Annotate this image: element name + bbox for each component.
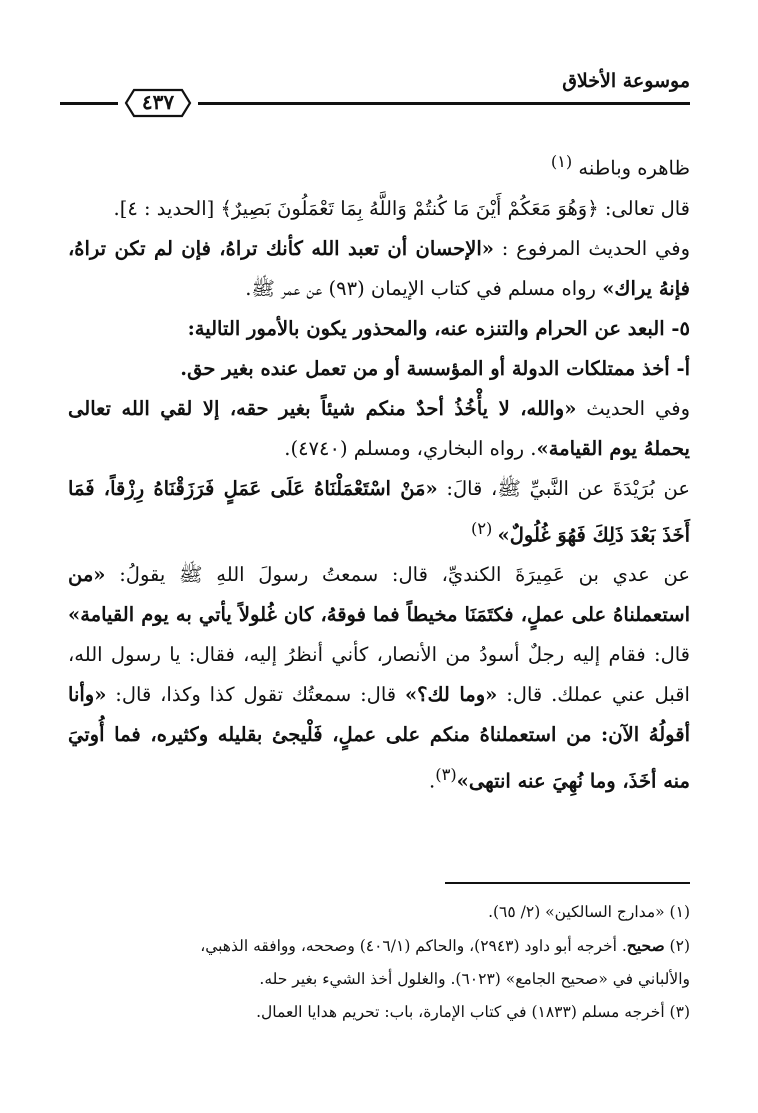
p8-intro: عن عدي بن عَمِيرَةَ الكنديِّ، قال: سمعتُ رسولَ اللهِ ﷺ يقولُ: <box>105 563 690 586</box>
p3-source: رواه مسلم في كتاب الإيمان (٩٣) عن عمر ﷺ. <box>245 276 603 300</box>
heading-point-5: ٥- البعد عن الحرام والتنزه عنه، والمحذور يكون بالأمور التالية: <box>187 316 690 340</box>
p8-narrative-1: قال: فقام إليه رجلٌ أسودُ من الأنصار، كأني أنظرُ إليه، فقال: يا رسول الله، اقبل عني عملك. قال: <box>68 643 690 706</box>
hadith-buraydah: «مَنْ اسْتَعْمَلْنَاهُ عَلَى عَمَلٍ فَرَزَقْنَاهُ رِزْقاً، فَمَا أَخَذَ بَعْدَ ذَلِكَ فَهُوَ غُلُولٌ» <box>68 476 690 546</box>
paragraph-1 <box>68 142 690 189</box>
hadith-ihsan: «الإحسان أن تعبد الله كأنك تراهُ، فإن لم تكن تراهُ، فإنهُ يراك» <box>68 236 690 300</box>
footnote-2-text: . أخرجه أبو داود (٢٩٤٣)، والحاكم (٤٠٦/١) وصححه، ووافقه الذهبي، <box>200 937 627 955</box>
quran-verse: قال تعالى: ﴿وَهُوَ مَعَكُمْ أَيْنَ مَا كُنتُمْ وَاللَّهُ بِمَا تَعْمَلُونَ بَصِيرٌ﴾ [الحديد : ٤]. <box>113 196 690 220</box>
hadith-adi-3: «وأنا أقولُهُ الآن: من استعملناهُ منكم على عملٍ، فَلْيجئ بقليله وكثيره، فما أُوتيَ منه أخَذَ، وما نُهِيَ عنه انتهى» <box>68 683 690 793</box>
p6-intro: وفي الحديث <box>576 396 690 420</box>
footnote-2 <box>68 929 690 963</box>
paragraph-2 <box>68 189 690 229</box>
footnote-ref-1: (١) <box>550 152 573 171</box>
header-rule-right <box>198 102 690 105</box>
hadith-property: «والله، لا يأْخُذُ أحدٌ منكم شيئاً بغير حقه، إلا لقي الله تعالى يحملهُ يوم القيامة» <box>68 396 690 460</box>
footnotes-separator <box>445 882 690 884</box>
footnotes <box>68 896 690 1029</box>
footnote-2-number: (٢) <box>664 937 690 955</box>
footnote-ref-3: (٣) <box>435 765 457 784</box>
footnote-3: (٣) أخرجه مسلم (١٨٣٣) في كتاب الإمارة، باب: تحريم هدايا العمال. <box>256 1003 690 1021</box>
paragraph-3 <box>68 229 690 309</box>
p8-end: . <box>429 769 436 793</box>
footnote-1: (١) «مدارج السالكين» (٢/ ٦٥). <box>488 903 690 921</box>
hadith-adi-2: «وما لك؟» <box>404 683 498 706</box>
heading-point-a: أ- أخذ ممتلكات الدولة أو المؤسسة أو من تعمل عنده بغير حق. <box>180 356 690 380</box>
paragraph-8 <box>68 555 690 802</box>
p8-narrative-2: قال: سمعتُك تقول كذا وكذا، قال: <box>106 683 405 706</box>
header-rule-left <box>60 102 118 105</box>
hadith-adi-1: «من استعملناهُ على عملٍ، فكتَمَنَا مخيطاً فما فوقهُ، كان غُلولاً يأتي به يوم القيامة» <box>68 563 690 626</box>
p7-intro: عن بُرَيْدَةَ عن النَّبيِّ ﷺ، قالَ: <box>437 476 691 500</box>
p6-source: . رواه البخاري، ومسلم (٤٧٤٠). <box>284 436 537 460</box>
main-text <box>68 142 690 802</box>
footnote-2-continued: والألباني في «صحيح الجامع» (٦٠٢٣). والغلول أخذ الشيء بغير حله. <box>259 970 690 988</box>
p1-text: ظاهره وباطنه <box>572 156 690 180</box>
footnote-2-grade: صحيح <box>626 936 665 955</box>
p3-intro: وفي الحديث المرفوع : <box>493 236 690 260</box>
page-number-frame <box>118 86 198 120</box>
book-title: موسوعة الأخلاق <box>562 70 690 92</box>
footnote-ref-2: (٢) <box>470 518 498 538</box>
paragraph-7 <box>68 469 690 556</box>
paragraph-6 <box>68 389 690 469</box>
page-header <box>60 62 690 122</box>
page-number: ٤٣٧ <box>141 90 175 114</box>
